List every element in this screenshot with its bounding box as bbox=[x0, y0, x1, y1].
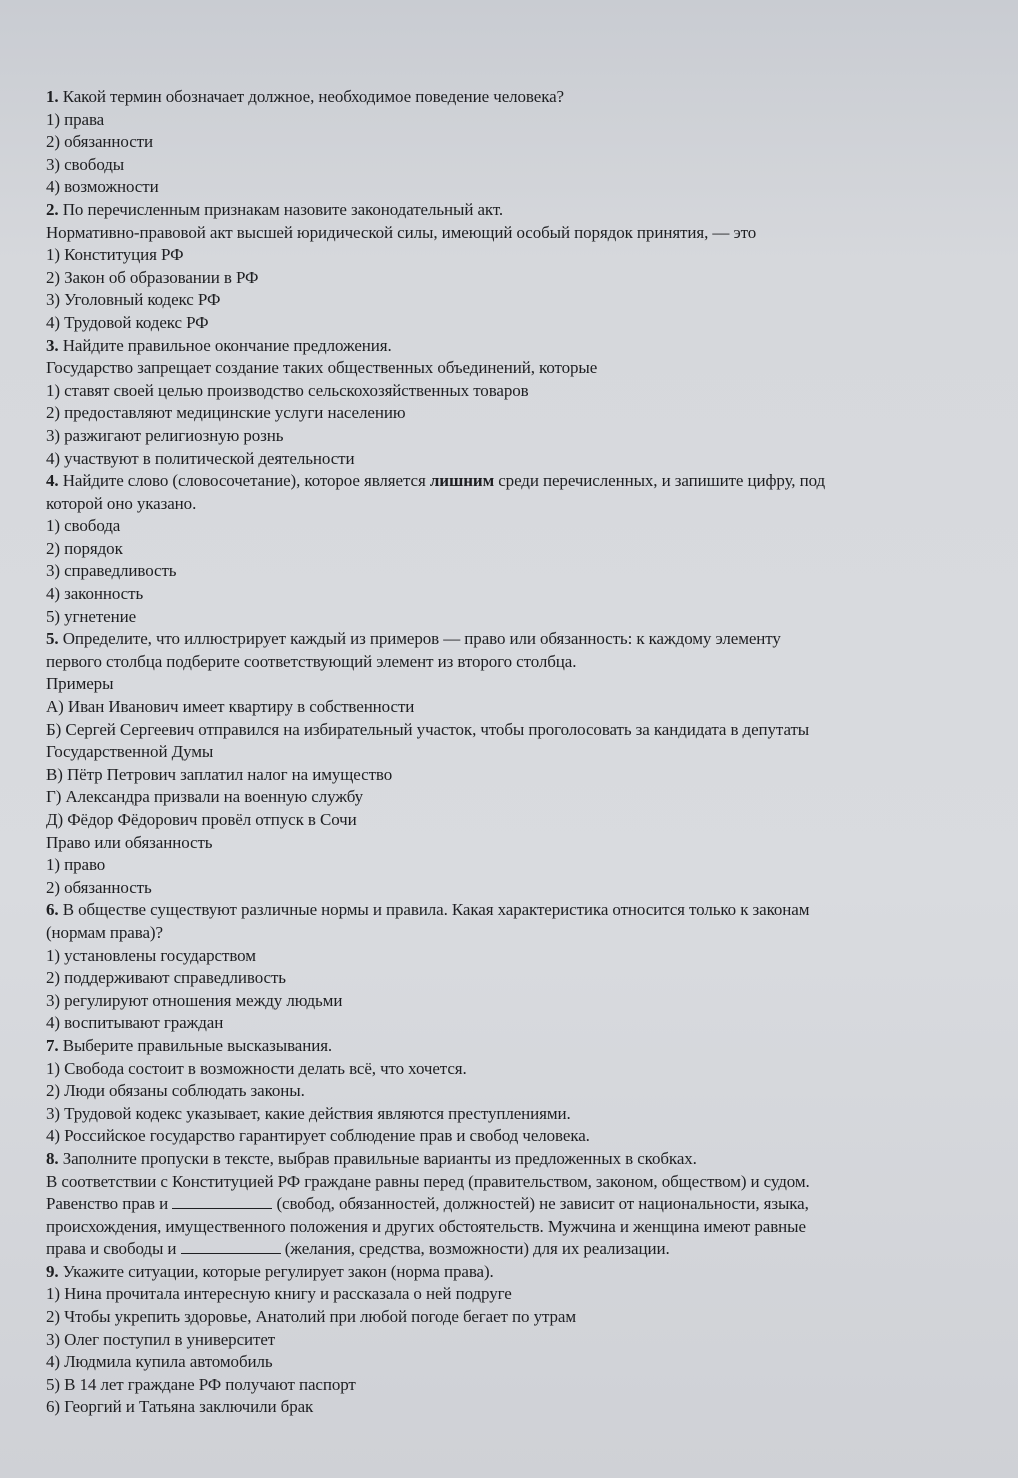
answer-option: 2) порядок bbox=[46, 538, 123, 558]
question-3 bbox=[46, 335, 978, 358]
example-item: А) Иван Иванович имеет квартиру в собственности bbox=[46, 697, 415, 717]
question-emphasis: лишним bbox=[429, 471, 495, 491]
answer-option: 2) обязанность bbox=[46, 877, 152, 897]
answer-option: 4) возможности bbox=[46, 177, 159, 197]
question-text: среди перечисленных, и запишите цифру, под bbox=[494, 471, 826, 491]
example-item: Б) Сергей Сергеевич отправился на избирательный участок, чтобы проголосовать за кандидата в депутаты bbox=[46, 719, 810, 739]
cloze-text: (свобод, обязанностей, должностей) не зависит от национальности, языка, bbox=[276, 1194, 809, 1214]
cloze-line bbox=[46, 1193, 978, 1216]
answer-option: 1) ставят своей целью производство сельскохозяйственных товаров bbox=[46, 380, 529, 400]
question-subtext: Нормативно-правовой акт высшей юридической силы, имеющий особый порядок принятия, — это bbox=[46, 222, 757, 242]
answer-option: 2) поддерживают справедливость bbox=[46, 968, 286, 988]
question-4 bbox=[46, 470, 978, 493]
question-text-continued: первого столбца подберите соответствующий элемент из второго столбца. bbox=[46, 651, 577, 671]
example-item: Г) Александра призвали на военную службу bbox=[46, 787, 363, 807]
question-text: Найдите правильное окончание предложения. bbox=[62, 335, 392, 355]
question-number: 6. bbox=[46, 900, 59, 920]
example-item: Государственной Думы bbox=[46, 742, 214, 762]
answer-option: 4) Российское государство гарантирует соблюдение прав и свобод человека. bbox=[46, 1126, 590, 1146]
question-2 bbox=[46, 199, 978, 222]
question-number: 4. bbox=[46, 471, 59, 491]
question-number: 2. bbox=[46, 199, 59, 219]
cloze-line: В соответствии с Конституцией РФ граждане равны перед (правительством, законом, обществом) и судом. bbox=[46, 1171, 810, 1191]
answer-option: 1) свобода bbox=[46, 516, 121, 536]
question-number: 3. bbox=[46, 335, 59, 355]
answer-option: 1) права bbox=[46, 109, 105, 129]
answer-option: 2) обязанности bbox=[46, 132, 154, 152]
question-text: По перечисленным признакам назовите законодательный акт. bbox=[62, 199, 504, 219]
answer-option: 3) Трудовой кодекс указывает, какие действия являются преступлениями. bbox=[46, 1103, 571, 1123]
answer-option: 5) угнетение bbox=[46, 606, 137, 626]
blank-field[interactable] bbox=[181, 1239, 281, 1254]
question-text-continued: которой оно указано. bbox=[46, 493, 197, 513]
answer-option: 3) свободы bbox=[46, 154, 125, 174]
question-number: 1. bbox=[46, 87, 59, 106]
answer-option: 3) регулируют отношения между людьми bbox=[46, 990, 343, 1010]
answer-option: 5) В 14 лет граждане РФ получают паспорт bbox=[46, 1374, 356, 1394]
answer-option: 4) Трудовой кодекс РФ bbox=[46, 312, 209, 332]
answer-option: 1) право bbox=[46, 855, 106, 875]
cloze-text: (желания, средства, возможности) для их реализации. bbox=[284, 1239, 670, 1259]
question-number: 7. bbox=[46, 1035, 59, 1055]
question-5 bbox=[46, 628, 978, 651]
question-7 bbox=[46, 1035, 978, 1058]
question-text: Выберите правильные высказывания. bbox=[62, 1035, 333, 1055]
question-number: 8. bbox=[46, 1148, 59, 1168]
example-item: В) Пётр Петрович заплатил налог на имущество bbox=[46, 764, 393, 784]
answer-option: 4) законность bbox=[46, 584, 144, 604]
blank-field[interactable] bbox=[172, 1194, 272, 1209]
question-number: 5. bbox=[46, 629, 59, 649]
question-9 bbox=[46, 1261, 978, 1284]
answer-option: 1) установлены государством bbox=[46, 945, 256, 965]
question-text: Определите, что иллюстрирует каждый из примеров — право или обязанность: к каждому элементу bbox=[62, 629, 781, 649]
answer-option: 3) справедливость bbox=[46, 561, 177, 581]
answers-header: Право или обязанность bbox=[46, 832, 213, 852]
answer-option: 3) Уголовный кодекс РФ bbox=[46, 290, 221, 310]
answer-option: 1) Конституция РФ bbox=[46, 245, 184, 265]
question-number: 9. bbox=[46, 1261, 59, 1281]
answer-option: 6) Георгий и Татьяна заключили брак bbox=[46, 1397, 314, 1417]
examples-header: Примеры bbox=[46, 674, 114, 694]
question-text: Найдите слово (словосочетание), которое является bbox=[62, 471, 430, 491]
question-text-continued: (нормам права)? bbox=[46, 922, 163, 942]
answer-option: 4) Людмила купила автомобиль bbox=[46, 1352, 273, 1372]
answer-option: 1) Свобода состоит в возможности делать всё, что хочется. bbox=[46, 1058, 467, 1078]
question-8 bbox=[46, 1148, 978, 1171]
answer-option: 4) воспитывают граждан bbox=[46, 1013, 224, 1033]
cloze-text: Равенство прав и bbox=[46, 1194, 169, 1214]
cloze-line bbox=[46, 1238, 978, 1261]
cloze-line: происхождения, имущественного положения и других обстоятельств. Мужчина и женщина имеют равные bbox=[46, 1216, 806, 1236]
question-1 bbox=[46, 86, 978, 109]
question-6 bbox=[46, 899, 978, 922]
answer-option: 2) Закон об образовании в РФ bbox=[46, 267, 259, 287]
example-item: Д) Фёдор Фёдорович провёл отпуск в Сочи bbox=[46, 810, 357, 829]
cloze-text: права и свободы и bbox=[46, 1239, 177, 1259]
question-text: В обществе существуют различные нормы и правила. Какая характеристика относится только к законам bbox=[62, 900, 810, 920]
question-text: Укажите ситуации, которые регулирует закон (норма права). bbox=[62, 1261, 494, 1281]
answer-option: 4) участвуют в политической деятельности bbox=[46, 448, 355, 468]
answer-option: 2) Чтобы укрепить здоровье, Анатолий при любой погоде бегает по утрам bbox=[46, 1307, 577, 1327]
question-text: Какой термин обозначает должное, необходимое поведение человека? bbox=[62, 87, 564, 106]
answer-option: 1) Нина прочитала интересную книгу и рассказала о ней подруге bbox=[46, 1284, 512, 1304]
answer-option: 3) Олег поступил в университет bbox=[46, 1329, 276, 1349]
answer-option: 2) предоставляют медицинские услуги населению bbox=[46, 403, 406, 423]
answer-option: 3) разжигают религиозную рознь bbox=[46, 425, 284, 445]
question-text: Заполните пропуски в тексте, выбрав правильные варианты из предложенных в скобках. bbox=[62, 1148, 697, 1168]
answer-option: 2) Люди обязаны соблюдать законы. bbox=[46, 1081, 305, 1101]
question-subtext: Государство запрещает создание таких общественных объединений, которые bbox=[46, 358, 598, 378]
